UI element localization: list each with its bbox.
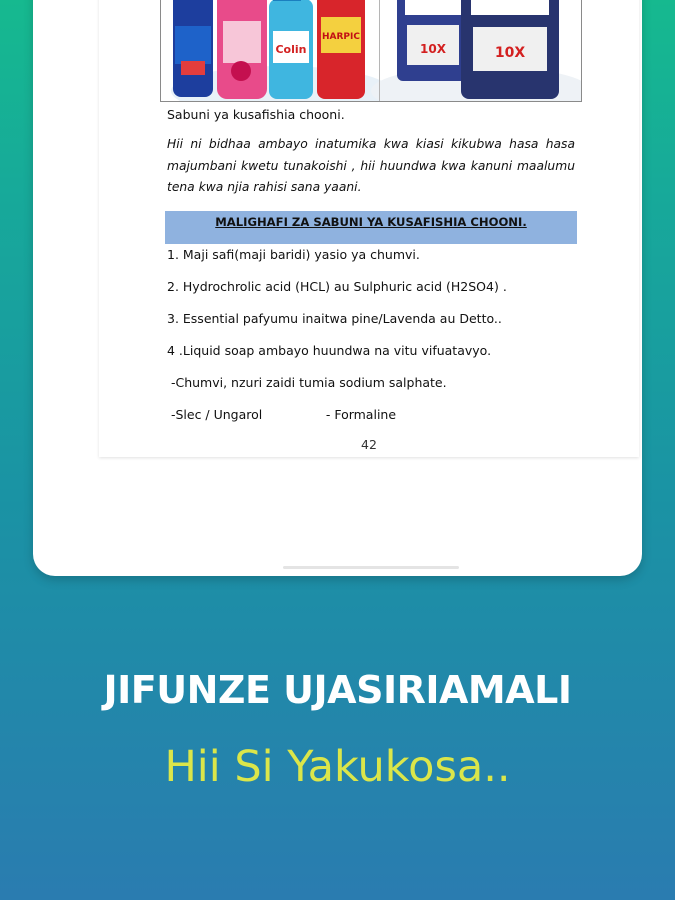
description-paragraph: Hii ni bidhaa ambayo inatumika kwa kiasi kikubwa hasa hasa majumbani kwetu tunakoishi , hii huundwa kwa kanuni maalumu tena kwa njia rahisi sana yaani.	[167, 137, 575, 194]
image-caption: Sabuni ya kusafishia chooni.	[167, 107, 345, 122]
home-indicator	[283, 566, 459, 569]
ingredient-item-3: 3. Essential pafyumu inaitwa pine/Lavenda au Detto..	[167, 311, 502, 326]
section-heading-banner	[165, 211, 577, 244]
ingredient-item-4: 4 .Liquid soap ambayo huundwa na vitu vifuatavyo.	[167, 343, 492, 358]
promo-title: JIFUNZE UJASIRIAMALI	[103, 668, 572, 712]
photo-divider	[379, 0, 380, 102]
document-page[interactable]	[99, 0, 639, 457]
section-heading: MALIGHAFI ZA SABUNI YA KUSAFISHIA CHOONI.	[215, 215, 527, 229]
ingredient-item-1: 1. Maji safi(maji baridi) yasio ya chumvi.	[167, 247, 420, 262]
ingredient-item-2: 2. Hydrochrolic acid (HCL) au Sulphuric acid (H2SO4) .	[167, 279, 507, 294]
promo-subtitle: Hii Si Yakukosa..	[164, 742, 511, 792]
cleaning-bottles-image	[161, 0, 582, 102]
ingredient-subitem-1: -Chumvi, nzuri zaidi tumia sodium salphate.	[167, 375, 447, 390]
bottle-label: HARPIC	[322, 32, 360, 42]
page-number: 42	[361, 437, 377, 452]
bottle-label: 10X	[494, 45, 526, 61]
bottle-label: 10X	[420, 42, 446, 56]
tablet-frame	[33, 0, 642, 576]
ingredient-subitem-2: -Slec / Ungarol - Formaline	[167, 407, 397, 422]
product-photo	[160, 0, 582, 102]
bottle-label: Colin	[275, 43, 307, 56]
